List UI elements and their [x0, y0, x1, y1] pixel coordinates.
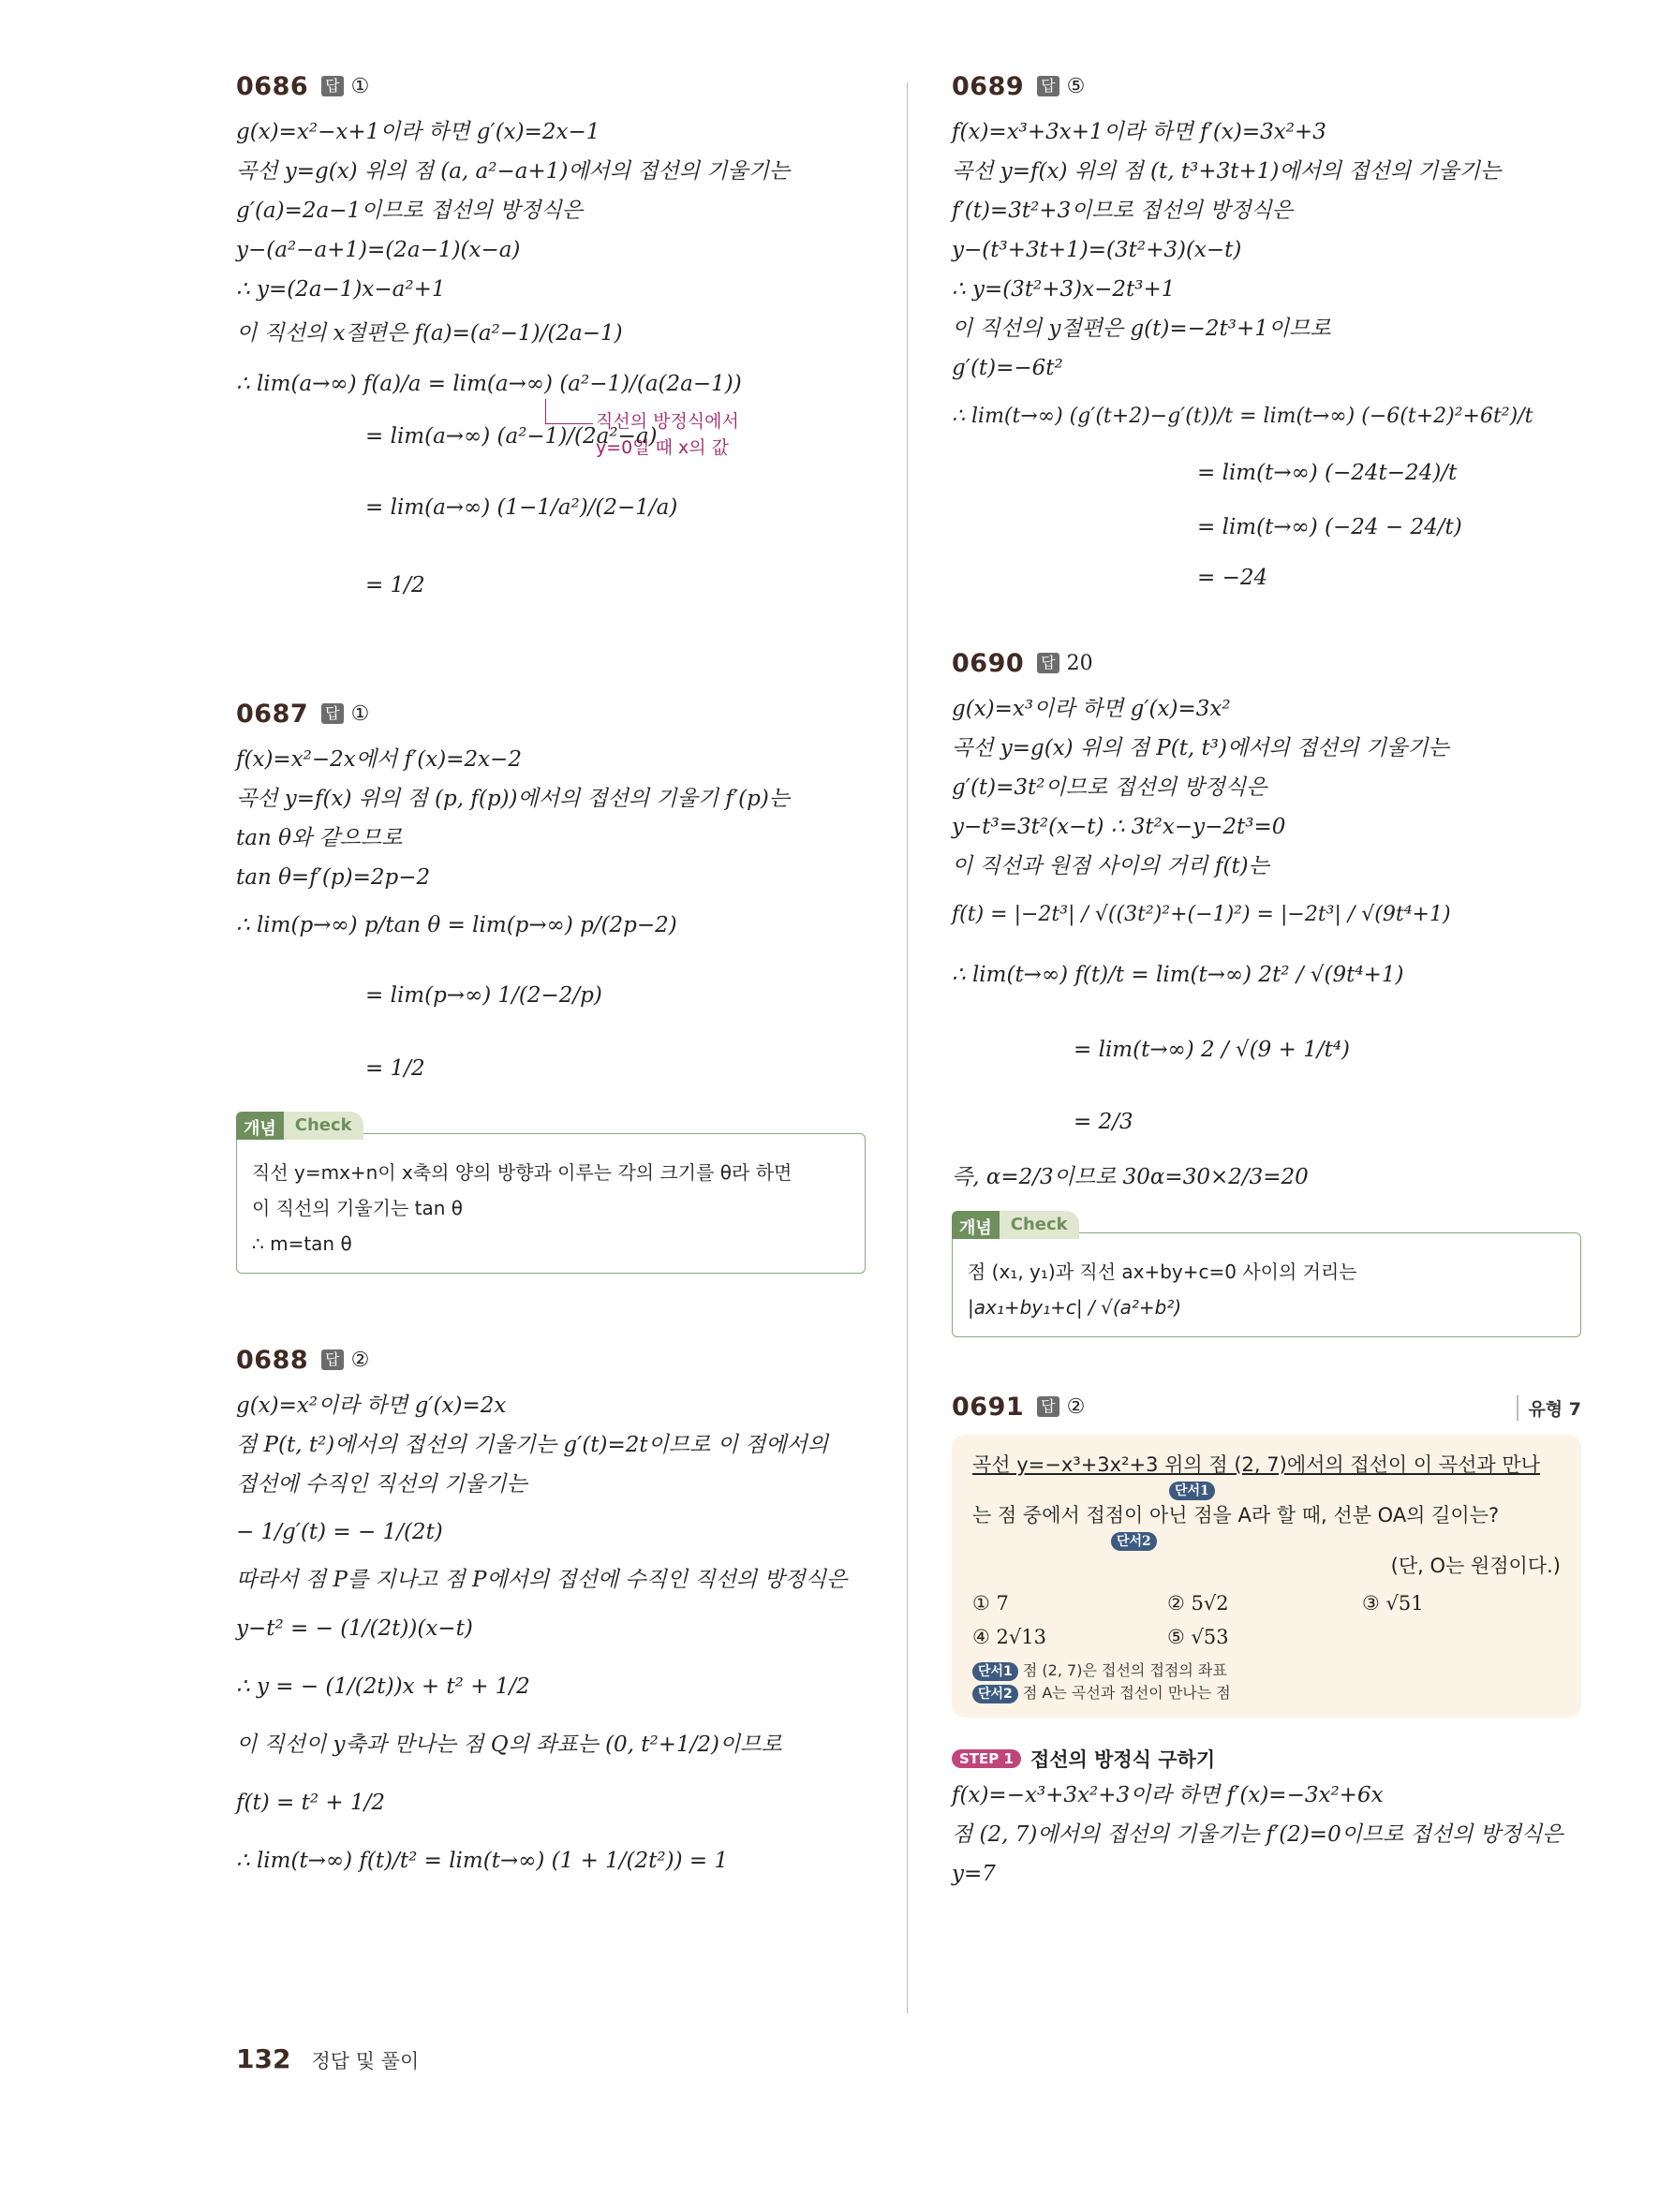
- answer-value: ②: [350, 1348, 370, 1372]
- solution-line: f′(t)=3t²+3이므로 접선의 방정식은: [952, 199, 1293, 223]
- solution-line: g′(a)=2a−1이므로 접선의 방정식은: [236, 199, 583, 223]
- solution-line: f(x)=x²−2x에서 f′(x)=2x−2: [236, 747, 522, 772]
- right-column: [952, 66, 1581, 1894]
- answer-value: ⑤: [1066, 74, 1086, 98]
- solution-line: y−t³=3t²(x−t) ∴ 3t²x−y−2t³=0: [952, 815, 1286, 839]
- answer-label: 답: [321, 76, 343, 96]
- concept-line: |ax₁+by₁+c| / √(a²+b²): [968, 1296, 1182, 1319]
- solution-line: 이 직선의 x절편은 f(a)=(a²−1)/(2a−1): [236, 321, 623, 346]
- solution-line: g′(t)=3t²이므로 접선의 방정식은: [952, 775, 1267, 800]
- question-line: (단, O는 원점이다.): [1390, 1555, 1561, 1577]
- problem-number: 0690: [952, 648, 1025, 678]
- question-line: 는 점 중에서 접점이 아닌 점을 A라 할 때, 선분 OA의 길이는?: [972, 1504, 1500, 1526]
- solution-line: y−t² = − (1/(2t))(x−t): [236, 1616, 473, 1641]
- concept-line: 이 직선의 기울기는 tan θ: [252, 1197, 463, 1219]
- problem-0687: [236, 693, 866, 1274]
- page-number: 132: [236, 2043, 291, 2074]
- column-divider: [907, 82, 908, 2013]
- solution-line: y−(a²−a+1)=(2a−1)(x−a): [236, 238, 521, 262]
- solution-line: g(x)=x²−x+1이라 하면 g′(x)=2x−1: [236, 120, 600, 144]
- answer-label: 답: [321, 1349, 343, 1370]
- solution-line: f(t) = |−2t³| / √((3t²)²+(−1)²) = |−2t³| / √(9t⁴+1): [952, 903, 1451, 926]
- solution-line: 곡선 y=g(x) 위의 점 P(t, t³)에서의 접선의 기울기는: [952, 736, 1449, 760]
- concept-check-box: [952, 1215, 1581, 1337]
- annotation-line: 직선의 방정식에서: [596, 411, 739, 432]
- problem-header: [952, 642, 1581, 684]
- solution-line: tan θ=f′(p)=2p−2: [236, 865, 431, 890]
- concept-tab: [236, 1112, 363, 1140]
- problem-0686: [236, 66, 866, 618]
- problem-0688: [236, 1339, 866, 1890]
- solution-line: ∴ y = − (1/(2t))x + t² + 1/2: [236, 1674, 530, 1699]
- choice-5[interactable]: ⑤ √53: [1167, 1626, 1229, 1648]
- problem-0691: [952, 1386, 1581, 1894]
- solution-line: = 1/2: [365, 573, 425, 597]
- solution-line: ∴ lim(a→∞) f(a)/a = lim(a→∞) (a²−1)/(a(2a−1)): [236, 372, 742, 396]
- question-box: [952, 1435, 1581, 1718]
- problem-number: 0687: [236, 699, 309, 729]
- solution-line: = lim(t→∞) (−24 − 24/t): [1197, 515, 1462, 539]
- problem-header: [952, 66, 1581, 107]
- answer-value: 20: [1066, 651, 1093, 675]
- clue-note-text: 점 A는 곡선과 접선이 만나는 점: [1022, 1684, 1231, 1702]
- solution-line: 점 P(t, t²)에서의 접선의 기울기는 g′(t)=2t이므로 이 점에서의: [236, 1433, 829, 1457]
- page-footer: [236, 2043, 419, 2074]
- solution-line: = lim(a→∞) (1−1/a²)/(2−1/a): [365, 495, 678, 520]
- solution-line: − 1/g′(t) = − 1/(2t): [236, 1520, 443, 1544]
- answer-label: 답: [321, 703, 343, 724]
- choice-1[interactable]: ① 7: [972, 1592, 1009, 1615]
- problem-0689: [952, 66, 1581, 601]
- solution-line: f(x)=x³+3x+1이라 하면 f′(x)=3x²+3: [952, 120, 1326, 144]
- clue-note: [972, 1682, 1561, 1704]
- clue-note-tag: 단서1: [972, 1662, 1018, 1681]
- choice-4[interactable]: ④ 2√13: [972, 1626, 1046, 1648]
- problem-number: 0686: [236, 71, 309, 101]
- problem-0690: [952, 642, 1581, 1337]
- concept-tag: 개념: [236, 1112, 284, 1140]
- solution-line: = 2/3: [1074, 1110, 1133, 1134]
- solution-line: g(x)=x²이라 하면 g′(x)=2x: [236, 1394, 507, 1418]
- solution-line: g(x)=x³이라 하면 g′(x)=3x²: [952, 697, 1231, 721]
- solution-line: y=7: [952, 1862, 996, 1886]
- solution-line: 곡선 y=f(x) 위의 점 (t, t³+3t+1)에서의 접선의 기울기는: [952, 159, 1502, 184]
- solution-line: 이 직선과 원점 사이의 거리 f(t)는: [952, 854, 1269, 878]
- solution-line: ∴ y=(3t²+3)x−2t³+1: [952, 277, 1176, 302]
- clue-marker-row: [972, 1532, 1561, 1549]
- solution-line: 이 직선의 y절편은 g(t)=−2t³+1이므로: [952, 317, 1331, 341]
- solution-line: ∴ lim(t→∞) f(t)/t = lim(t→∞) 2t² / √(9t⁴+1): [952, 963, 1404, 987]
- concept-line: 점 (x₁, y₁)과 직선 ax+by+c=0 사이의 거리는: [968, 1261, 1357, 1283]
- answer-value: ②: [1066, 1394, 1086, 1419]
- solution-line: 곡선 y=g(x) 위의 점 (a, a²−a+1)에서의 접선의 기울기는: [236, 159, 791, 184]
- type-tag: 유형 7: [1517, 1395, 1581, 1421]
- annotation-note: [596, 408, 739, 461]
- problem-number: 0691: [952, 1392, 1025, 1422]
- problem-header: [236, 1339, 866, 1380]
- annotation-arrow: [545, 399, 593, 424]
- concept-tag: 개념: [952, 1211, 1000, 1239]
- solution-line: tan θ와 같으므로: [236, 826, 403, 850]
- concept-title: Check: [1000, 1211, 1079, 1239]
- footer-label: 정답 및 풀이: [311, 2050, 420, 2072]
- solution-line: ∴ lim(t→∞) f(t)/t² = lim(t→∞) (1 + 1/(2t²)) = 1: [236, 1849, 729, 1873]
- solution-line: = lim(p→∞) 1/(2−2/p): [365, 983, 602, 1008]
- left-column: [236, 66, 866, 1890]
- solution-line: y−(t³+3t+1)=(3t²+3)(x−t): [952, 238, 1242, 262]
- step-header: [952, 1742, 1581, 1776]
- solution-line: 즉, α=2/3이므로 30α=30×2/3=20: [952, 1165, 1309, 1189]
- solution-line: 이 직선이 y축과 만나는 점 Q의 좌표는 (0, t²+1/2)이므로: [236, 1733, 782, 1757]
- clue-badge-1: 단서1: [1169, 1482, 1215, 1500]
- problem-number: 0688: [236, 1345, 309, 1375]
- annotation-line: y=0일 때 x의 값: [596, 437, 730, 458]
- solution-line: ∴ y=(2a−1)x−a²+1: [236, 277, 446, 302]
- solution-line: ∴ lim(t→∞) (g′(t+2)−g′(t))/t = lim(t→∞) (−6(t+2)²+6t²)/t: [952, 405, 1533, 428]
- question-line: 곡선 y=−x³+3x²+3 위의 점 (2, 7)에서의 접선이 이 곡선과 만나: [972, 1453, 1540, 1476]
- answer-label: 답: [1037, 653, 1059, 673]
- problem-number: 0689: [952, 71, 1025, 101]
- solution-line: 접선에 수직인 직선의 기울기는: [236, 1472, 527, 1497]
- solution-line: = lim(t→∞) 2 / √(9 + 1/t⁴): [1074, 1038, 1351, 1062]
- solution-line: 곡선 y=f(x) 위의 점 (p, f(p))에서의 접선의 기울기 f′(p)는: [236, 787, 791, 811]
- solution-line: = −24: [1197, 566, 1268, 590]
- solution-line: 점 (2, 7)에서의 접선의 기울기는 f′(2)=0이므로 접선의 방정식은: [952, 1822, 1563, 1847]
- answer-choices: [972, 1586, 1561, 1654]
- solution-line: g′(t)=−6t²: [952, 356, 1063, 380]
- solution-line: f(x)=−x³+3x²+3이라 하면 f′(x)=−3x²+6x: [952, 1783, 1384, 1807]
- choice-2[interactable]: ② 5√2: [1167, 1592, 1229, 1615]
- concept-line: 직선 y=mx+n이 x축의 양의 방향과 이루는 각의 크기를 θ라 하면: [252, 1161, 792, 1184]
- answer-value: ①: [350, 701, 370, 726]
- concept-line: ∴ m=tan θ: [252, 1232, 352, 1255]
- choice-3[interactable]: ③ √51: [1362, 1592, 1424, 1615]
- problem-header: [236, 693, 866, 734]
- solution-line: = lim(a→∞) (a²−1)/(2a²−a): [365, 424, 658, 449]
- solution-line: ∴ lim(p→∞) p/tan θ = lim(p→∞) p/(2p−2): [236, 913, 677, 937]
- step-badge: STEP 1: [952, 1749, 1021, 1768]
- answer-value: ①: [350, 74, 370, 98]
- clue-badge-2: 단서2: [1111, 1532, 1157, 1551]
- concept-check-box: [236, 1115, 866, 1274]
- solution-line: 따라서 점 P를 지나고 점 P에서의 접선에 수직인 직선의 방정식은: [236, 1568, 848, 1592]
- clue-marker-row: [972, 1482, 1561, 1498]
- clue-note-text: 점 (2, 7)은 접선의 접점의 좌표: [1022, 1661, 1227, 1679]
- clue-note-tag: 단서2: [972, 1685, 1018, 1703]
- problem-header: [952, 1386, 1581, 1427]
- answer-label: 답: [1037, 1396, 1059, 1417]
- answer-label: 답: [1037, 76, 1059, 96]
- solution-line: = lim(t→∞) (−24t−24)/t: [1197, 461, 1458, 485]
- solution-line: f(t) = t² + 1/2: [236, 1791, 385, 1815]
- concept-tab: [952, 1211, 1079, 1239]
- step-title: 접선의 방정식 구하기: [1029, 1748, 1216, 1771]
- clue-note: [972, 1659, 1561, 1682]
- problem-header: [236, 66, 866, 107]
- concept-title: Check: [284, 1112, 363, 1140]
- solution-line: = 1/2: [365, 1056, 425, 1081]
